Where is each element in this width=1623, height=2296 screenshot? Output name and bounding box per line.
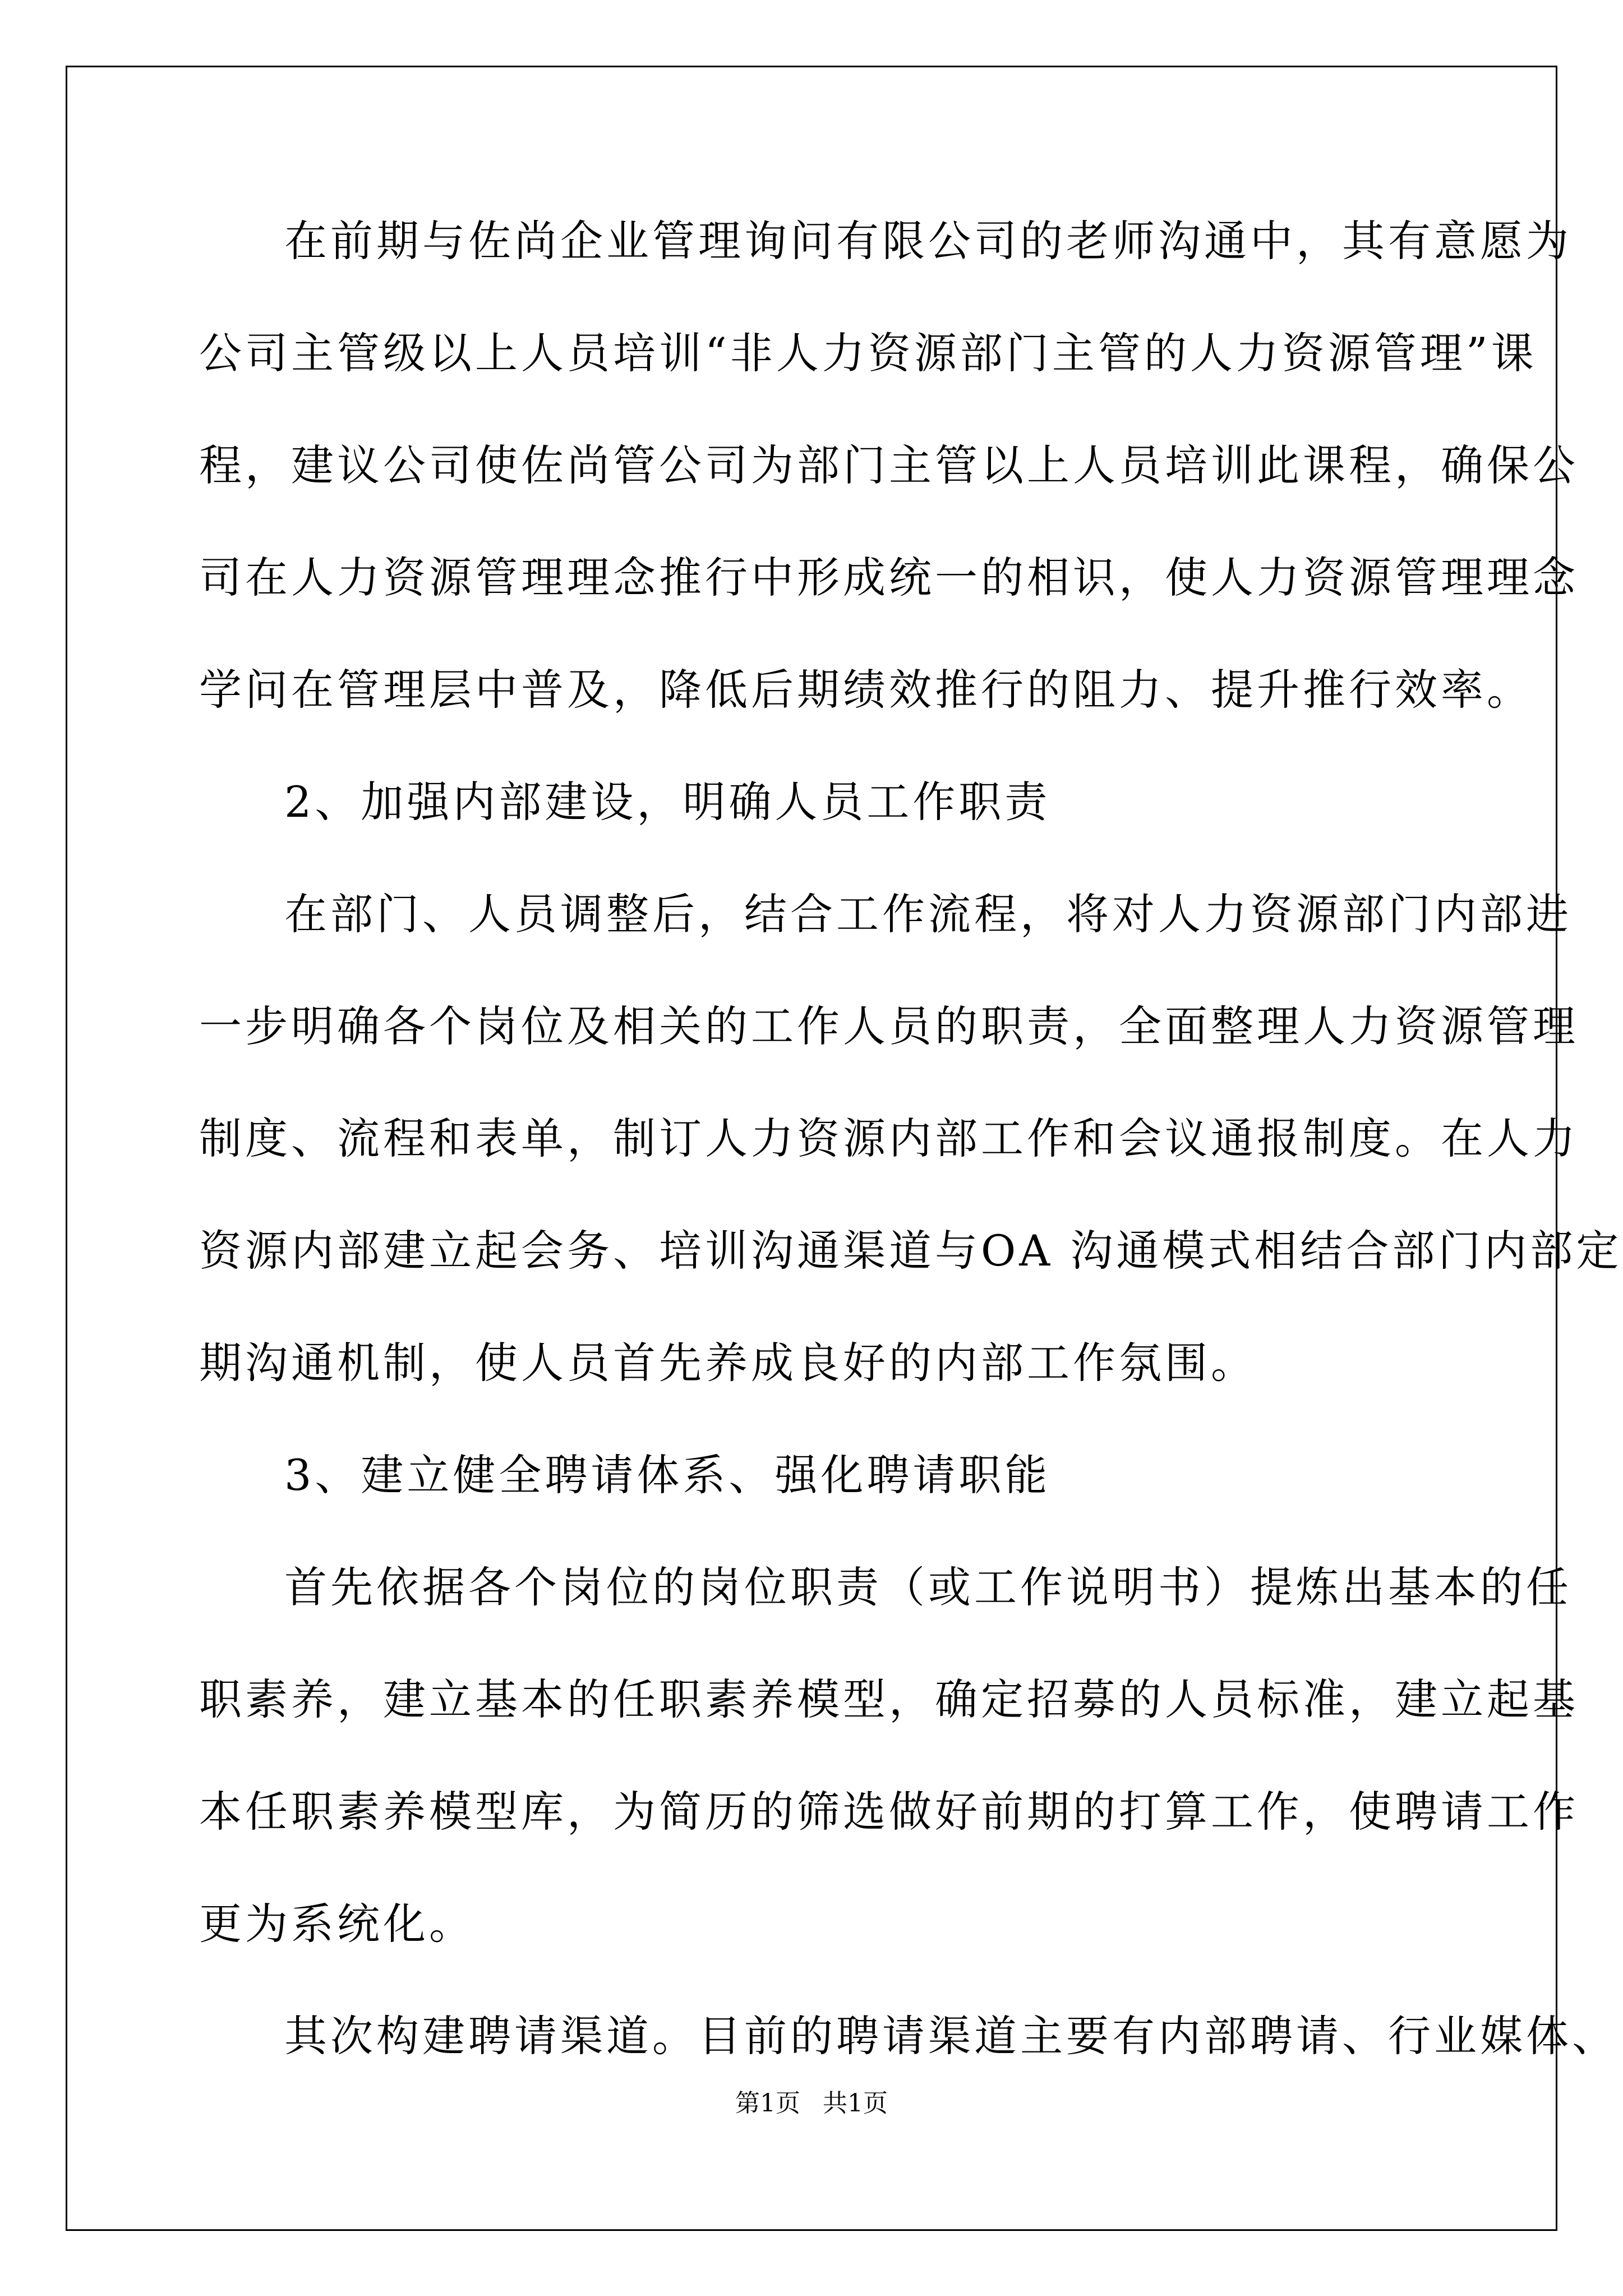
paragraph-line: 制度、流程和表单，制订人力资源内部工作和会议通报制度。在人力 [199, 1114, 1579, 1163]
paragraph-line: 学问在管理层中普及，降低后期绩效推行的阻力、提升推行效率。 [199, 665, 1533, 715]
paragraph-line: 本任职素养模型库，为简历的筛选做好前期的打算工作，使聘请工作 [199, 1787, 1579, 1837]
page-footer [0, 2087, 1623, 2120]
paragraph-line: 职素养，建立基本的任职素养模型，确定招募的人员标准，建立起基 [199, 1674, 1579, 1724]
paragraph-line: 公司主管级以上人员培训“非人力资源部门主管的人力资源管理”课 [199, 328, 1537, 378]
paragraph-line: 在前期与佐尚企业管理询问有限公司的老师沟通中，其有意愿为 [284, 216, 1572, 266]
section-heading: 3、建立健全聘请体系、强化聘请职能 [284, 1450, 1051, 1500]
section-heading: 2、加强内部建设，明确人员工作职责 [284, 777, 1051, 827]
paragraph-line: 首先依据各个岗位的岗位职责（或工作说明书）提炼出基本的任 [284, 1562, 1572, 1612]
paragraph-line: 在部门、人员调整后，结合工作流程，将对人力资源部门内部进 [284, 889, 1572, 939]
paragraph-line: 更为系统化。 [199, 1899, 475, 1949]
paragraph-line: 一步明确各个岗位及相关的工作人员的职责，全面整理人力资源管理 [199, 1001, 1579, 1051]
page-total: 共1页 [823, 2089, 888, 2118]
paragraph-line: 资源内部建立起会务、培训沟通渠道与OA 沟通模式相结合部门内部定 [199, 1226, 1622, 1276]
paragraph-line: 其次构建聘请渠道。目前的聘请渠道主要有内部聘请、行业媒体、 [284, 2011, 1618, 2061]
paragraph-line: 程，建议公司使佐尚管公司为部门主管以上人员培训此课程，确保公 [199, 440, 1579, 490]
document-body [199, 213, 1622, 2120]
paragraph-line: 期沟通机制，使人员首先养成良好的内部工作氛围。 [199, 1338, 1257, 1388]
page-number: 第1页 [735, 2089, 800, 2118]
paragraph-line: 司在人力资源管理理念推行中形成统一的相识，使人力资源管理理念 [199, 553, 1579, 602]
